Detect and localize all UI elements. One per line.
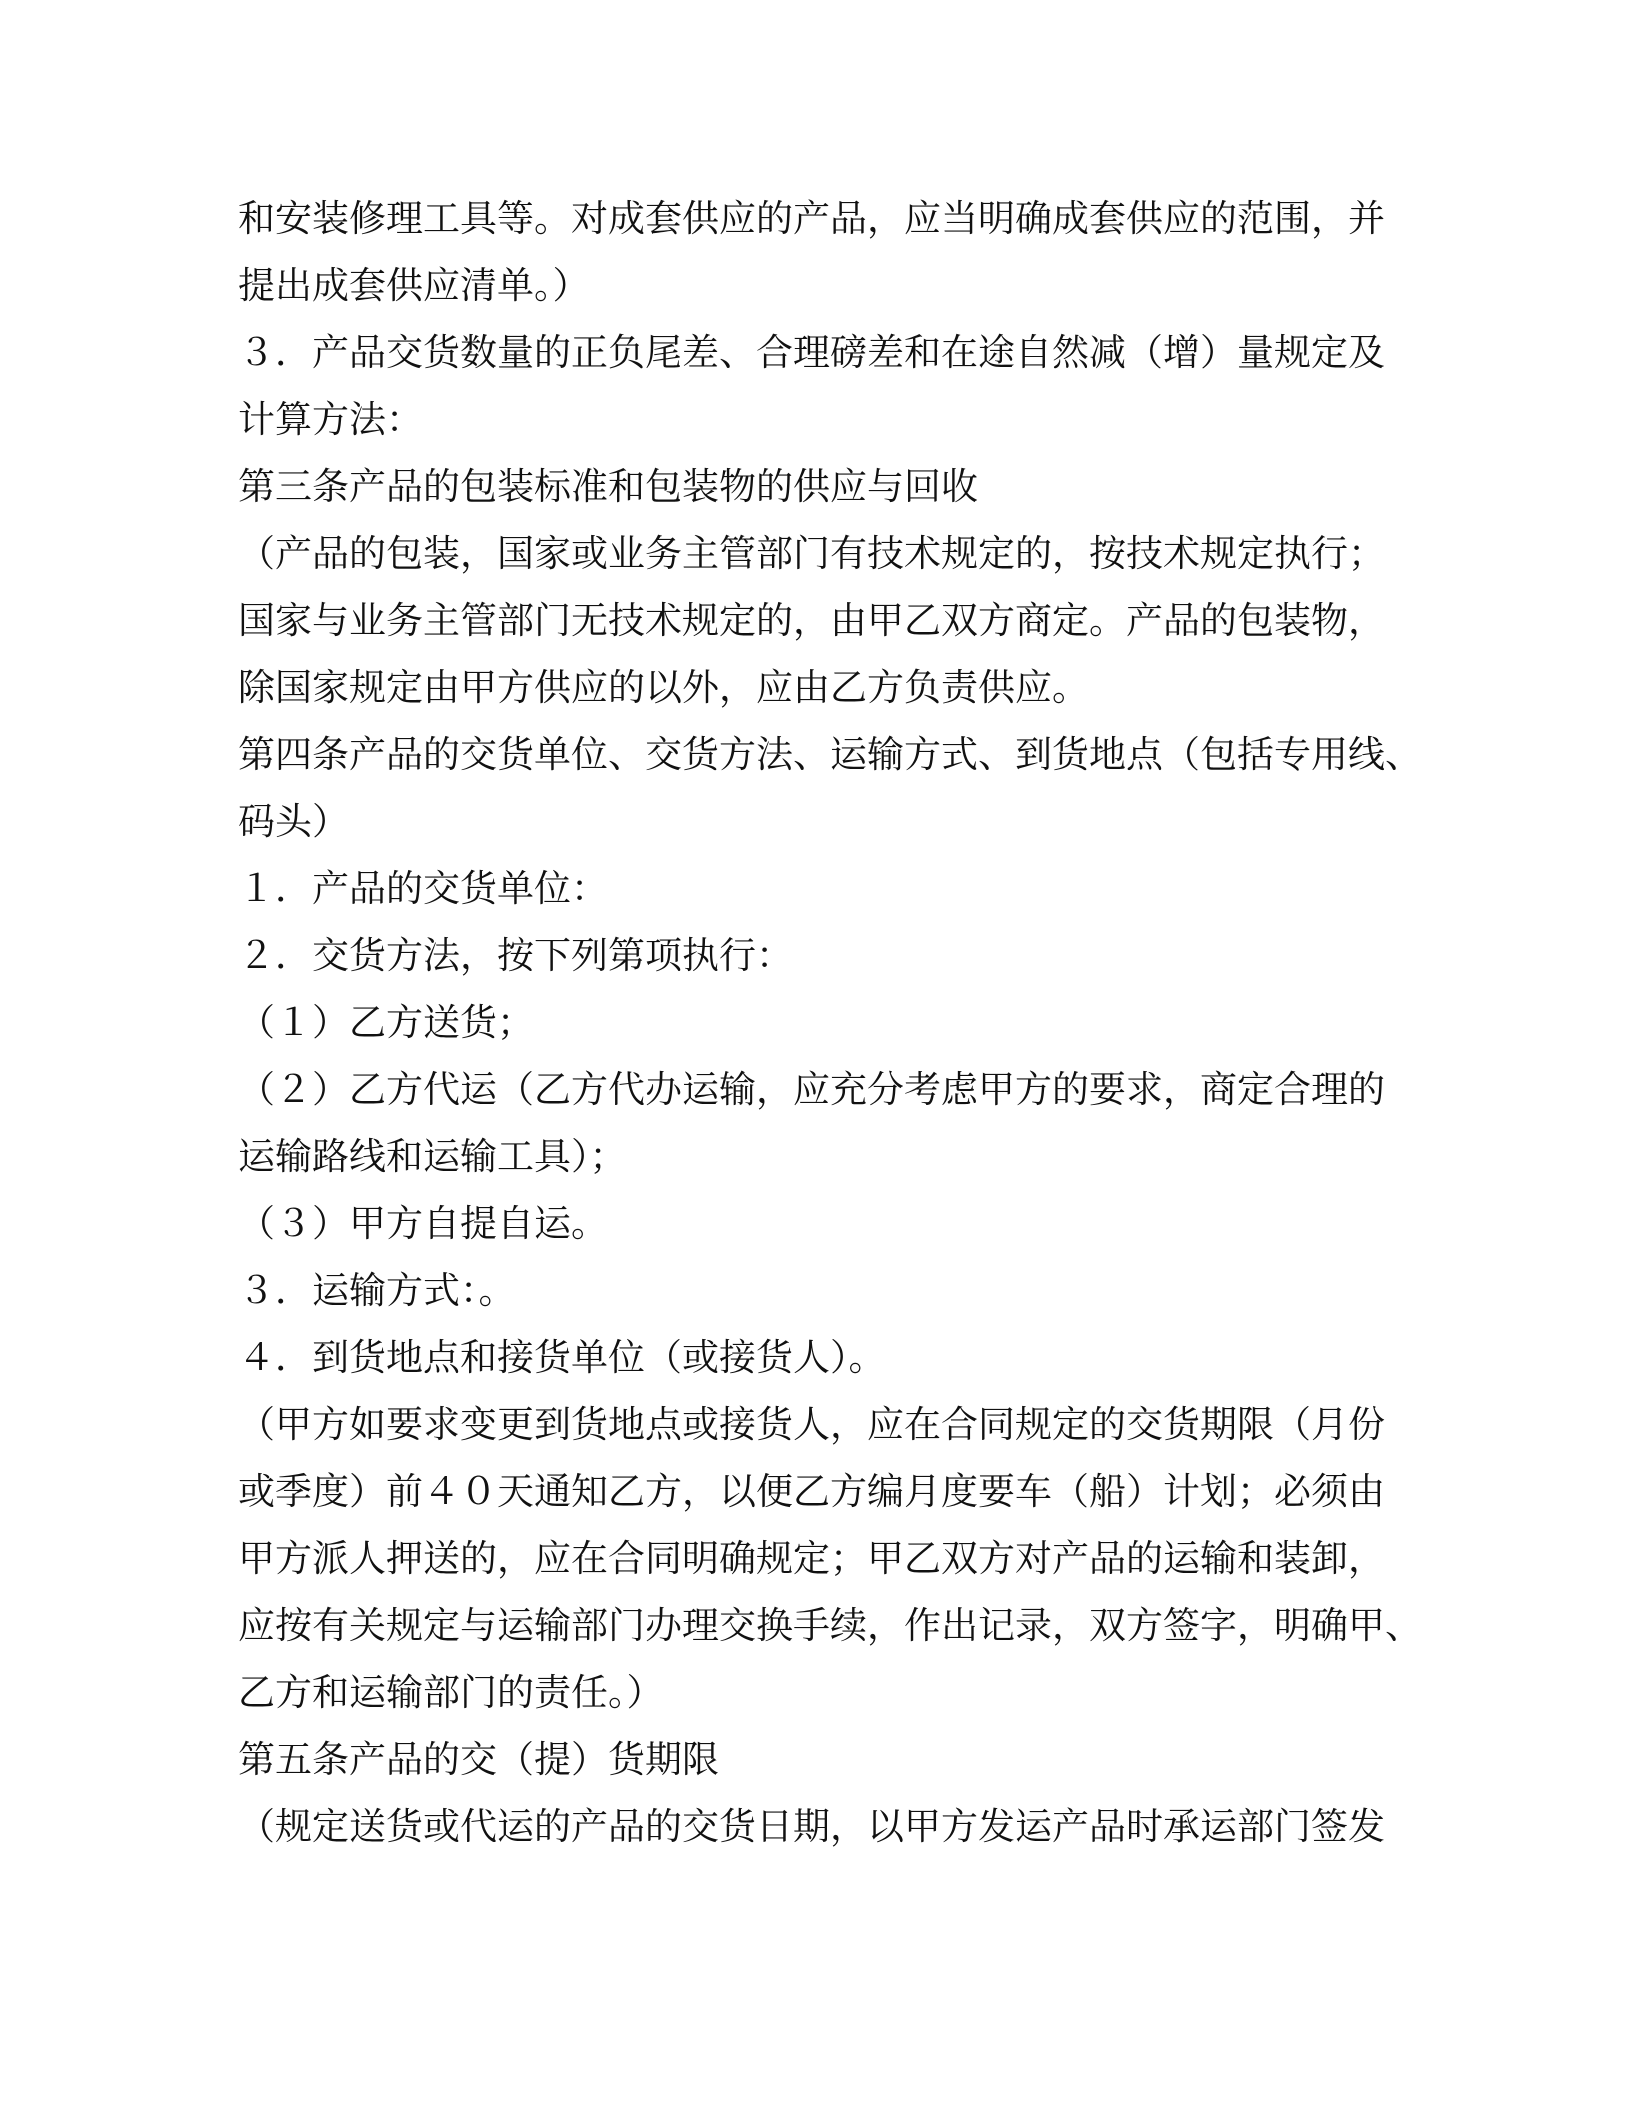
text-line: 运输路线和运输工具）； bbox=[238, 1135, 627, 1178]
text-line: （１）乙方送货； bbox=[238, 1001, 534, 1044]
text-line: （３）甲方自提自运。 bbox=[238, 1202, 608, 1245]
text-line: 除国家规定由甲方供应的以外，应由乙方负责供应。 bbox=[238, 666, 1089, 709]
text-line: ２．交货方法，按下列第项执行： bbox=[238, 934, 793, 977]
text-line: 码头） bbox=[238, 800, 349, 843]
text-line: （产品的包装，国家或业务主管部门有技术规定的，按技术规定执行； bbox=[238, 532, 1385, 575]
text-line: （甲方如要求变更到货地点或接货人，应在合同规定的交货期限（月份 bbox=[238, 1403, 1385, 1446]
text-line: 乙方和运输部门的责任。） bbox=[238, 1671, 664, 1714]
section-heading: 第三条产品的包装标准和包装物的供应与回收 bbox=[238, 465, 978, 508]
document-body bbox=[238, 185, 1422, 1860]
text-line: 甲方派人押送的，应在合同明确规定；甲乙双方对产品的运输和装卸， bbox=[238, 1537, 1385, 1580]
text-line: 国家与业务主管部门无技术规定的，由甲乙双方商定。产品的包装物， bbox=[238, 599, 1385, 642]
text-line: １．产品的交货单位： bbox=[238, 867, 608, 910]
text-line: ３．产品交货数量的正负尾差、合理磅差和在途自然减（增）量规定及 bbox=[238, 331, 1385, 374]
text-line: 和安装修理工具等。对成套供应的产品，应当明确成套供应的范围，并 bbox=[238, 197, 1385, 240]
section-heading: 第五条产品的交（提）货期限 bbox=[238, 1738, 719, 1781]
text-line: 或季度）前４０天通知乙方，以便乙方编月度要车（船）计划；必须由 bbox=[238, 1470, 1385, 1513]
text-line: ４．到货地点和接货单位（或接货人）。 bbox=[238, 1336, 886, 1379]
text-line: 提出成套供应清单。） bbox=[238, 264, 590, 307]
text-line: 应按有关规定与运输部门办理交换手续，作出记录，双方签字，明确甲、 bbox=[238, 1604, 1422, 1647]
text-line: 计算方法： bbox=[238, 398, 423, 441]
section-heading: 第四条产品的交货单位、交货方法、运输方式、到货地点（包括专用线、 bbox=[238, 733, 1422, 776]
text-line: （２）乙方代运（乙方代办运输，应充分考虑甲方的要求，商定合理的 bbox=[238, 1068, 1385, 1111]
text-line: （规定送货或代运的产品的交货日期，以甲方发运产品时承运部门签发 bbox=[238, 1805, 1385, 1848]
text-line: ３．运输方式：。 bbox=[238, 1269, 516, 1312]
